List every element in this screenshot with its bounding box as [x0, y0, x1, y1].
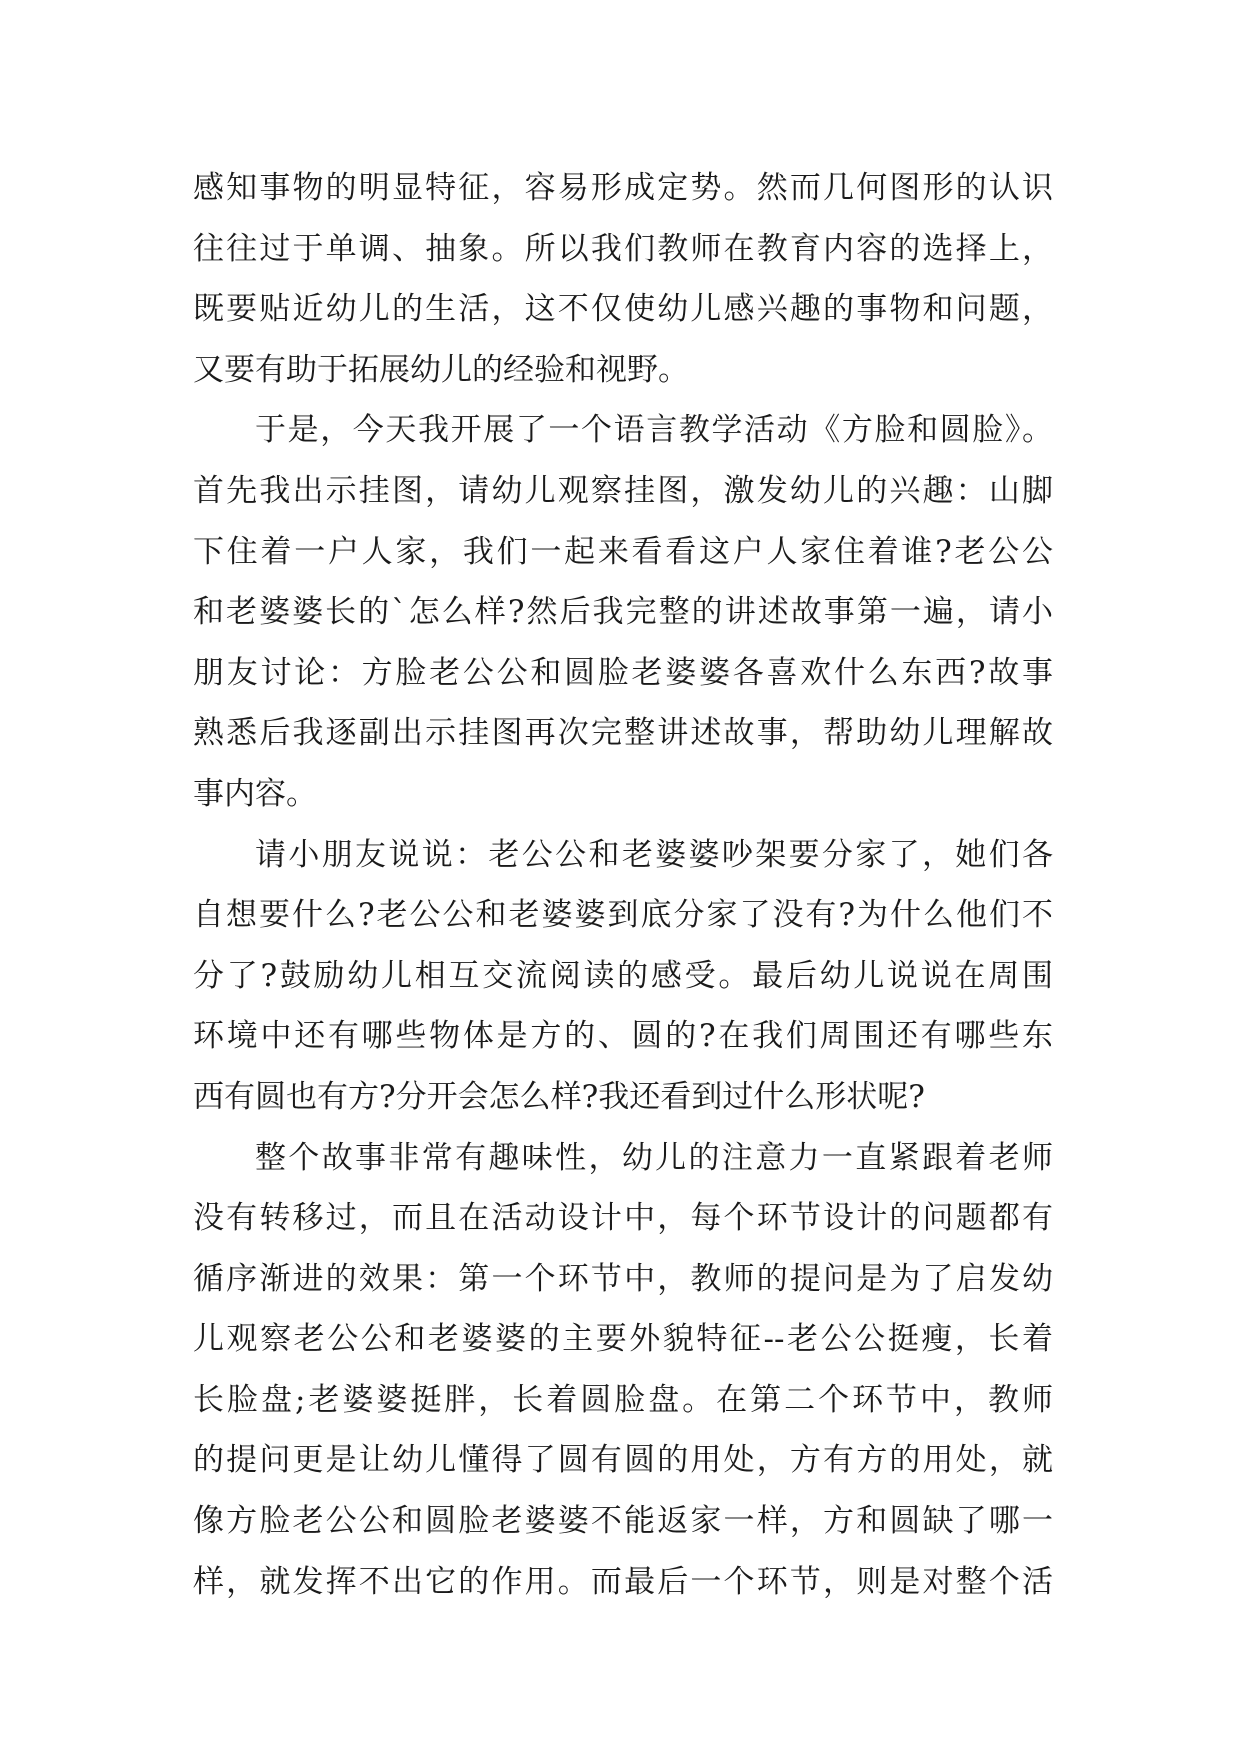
text-line: 自想要什么?老公公和老婆婆到底分家了没有?为什么他们不: [193, 897, 1053, 934]
text-line: 和老婆婆长的`怎么样?然后我完整的讲述故事第一遍，请小: [193, 594, 1053, 631]
text-line: 分了?鼓励幼儿相互交流阅读的感受。最后幼儿说说在周围: [193, 957, 1053, 994]
paragraph-last-line: 又要有助于拓展幼儿的经验和视野。: [193, 351, 689, 388]
paragraph-last-line: 事内容。: [193, 775, 317, 812]
text-line: 样，就发挥不出它的作用。而最后一个环节，则是对整个活: [193, 1563, 1053, 1600]
text-line: 下住着一户人家，我们一起来看看这户人家住着谁?老公公: [193, 533, 1053, 570]
text-line: 熟悉后我逐副出示挂图再次完整讲述故事，帮助幼儿理解故: [193, 715, 1053, 752]
text-line: 没有转移过，而且在活动设计中，每个环节设计的问题都有: [193, 1200, 1053, 1237]
text-line: 感知事物的明显特征，容易形成定势。然而几何图形的认识: [193, 170, 1053, 206]
text-line: 的提问更是让幼儿懂得了圆有圆的用处，方有方的用处，就: [193, 1442, 1053, 1479]
text-line: 首先我出示挂图，请幼儿观察挂图，激发幼儿的兴趣：山脚: [193, 472, 1053, 509]
text-line: 儿观察老公公和老婆婆的主要外貌特征--老公公挺瘦，长着: [193, 1321, 1053, 1358]
text-line: 朋友讨论：方脸老公公和圆脸老婆婆各喜欢什么东西?故事: [193, 654, 1053, 691]
paragraph-last-line: 西有圆也有方?分开会怎么样?我还看到过什么形状呢?: [193, 1078, 925, 1115]
paragraph-first-line: 请小朋友说说：老公公和老婆婆吵架要分家了，她们各: [255, 836, 1053, 873]
text-line: 环境中还有哪些物体是方的、圆的?在我们周围还有哪些东: [193, 1018, 1053, 1055]
text-line: 长脸盘;老婆婆挺胖，长着圆脸盘。在第二个环节中，教师: [193, 1381, 1053, 1418]
paragraph-first-line: 于是，今天我开展了一个语言教学活动《方脸和圆脸》。: [255, 412, 1053, 449]
paragraph-first-line: 整个故事非常有趣味性，幼儿的注意力一直紧跟着老师: [255, 1139, 1053, 1176]
text-line: 像方脸老公公和圆脸老婆婆不能返家一样，方和圆缺了哪一: [193, 1503, 1053, 1540]
text-line: 循序渐进的效果：第一个环节中，教师的提问是为了启发幼: [193, 1260, 1053, 1297]
text-line: 既要贴近幼儿的生活，这不仅使幼儿感兴趣的事物和问题，: [193, 291, 1053, 328]
body-text: [193, 158, 1053, 1612]
text-line: 往往过于单调、抽象。所以我们教师在教育内容的选择上，: [193, 230, 1053, 267]
